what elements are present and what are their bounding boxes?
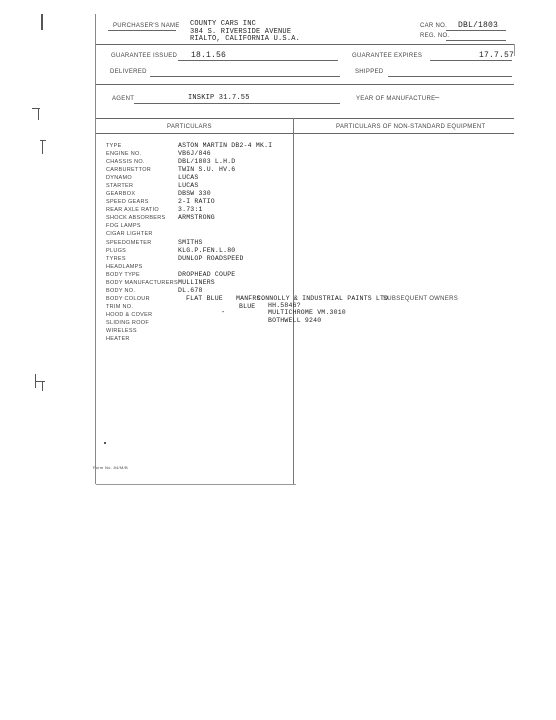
row-label-body-type: BODY TYPE [106, 272, 140, 278]
bottom-rule [96, 484, 296, 485]
form-number: Form No. 84/M/B [93, 465, 128, 470]
row-label-sliding-roof: SLIDING ROOF [106, 320, 150, 326]
row-value-body-type: DROPHEAD COUPE [178, 271, 236, 278]
row-label-starter: STARTER [106, 183, 134, 189]
row-label-type: TYPE [106, 143, 122, 149]
row-label-rear-axle-ratio: REAR AXLE RATIO [106, 207, 159, 213]
row-label-body-manufacturers: BODY MANUFACTURERS [106, 280, 178, 286]
scan-mark [35, 381, 45, 382]
car-no-value: DBL/1803 [458, 21, 499, 30]
row-value-speed-gears: 2-I RATIO [178, 198, 215, 205]
reg-no-underline [446, 40, 506, 41]
scan-mark [38, 108, 39, 120]
particulars-heading: PARTICULARS [167, 124, 212, 130]
delivered-underline [150, 76, 340, 77]
shipped-underline [388, 76, 512, 77]
row-label-speed-gears: SPEED GEARS [106, 199, 149, 205]
car-no-label: CAR NO. [420, 23, 448, 29]
row-value-body-manufacturers: MULLINERS [178, 279, 215, 286]
supplier-line-4: BOTHWELL 9240 [268, 317, 322, 324]
row-label-wireless: WIRELESS [106, 328, 137, 334]
supplier-line-2: HH.5846? [268, 302, 301, 309]
row-value-rear-axle-ratio: 3.73:1 [178, 206, 203, 213]
row-value-shock-absorbers: ARMSTRONG [178, 214, 215, 221]
row-value-tyres: DUNLOP ROADSPEED [178, 255, 244, 262]
purchaser-line-2: 384 S. RIVERSIDE AVENUE [190, 28, 292, 36]
guarantee-expires-label: GUARANTEE EXPIRES [352, 53, 423, 59]
reg-no-label: REG. NO. [420, 33, 450, 39]
scan-mark [40, 140, 46, 141]
row-value-plugs: KLG.P.FEN.L.80 [178, 247, 236, 254]
header-rule-3 [96, 118, 514, 119]
row-label-speedometer: SPEEDOMETER [106, 240, 152, 246]
guarantee-issued-value: 18.1.56 [191, 51, 227, 60]
row-label-fog-lamps: FOG LAMPS [106, 223, 141, 229]
supplier-line-1: CONNOLLY & INDUSTRIAL PAINTS LTD [257, 295, 389, 302]
delivered-label: DELIVERED [110, 69, 147, 75]
row-value-type: ASTON MARTIN DB2-4 MK.I [178, 142, 273, 149]
row-label-tyres: TYRES [106, 256, 126, 262]
row-label-body-colour: BODY COLOUR [106, 296, 150, 302]
scan-mark [514, 44, 515, 56]
supplier-line-3: MULTICHROME VM.3010 [268, 309, 346, 316]
agent-value: INSKIP 31.7.55 [188, 94, 250, 102]
purchaser-underline [108, 30, 176, 31]
scan-mark [104, 442, 106, 444]
agent-label: AGENT [112, 96, 135, 102]
row-label-engine-no: ENGINE NO. [106, 151, 142, 157]
guarantee-issued-underline [178, 60, 338, 61]
row-label-headlamps: HEADLAMPS [106, 264, 143, 270]
row-value-engine-no: VB6J/846 [178, 150, 211, 157]
row-label-carburettor: CARBURETTOR [106, 167, 152, 173]
guarantee-issued-label: GUARANTEE ISSUED [111, 53, 178, 59]
row-value-dynamo: LUCAS [178, 174, 199, 181]
purchaser-label: PURCHASER'S NAME [113, 23, 180, 29]
colour-note: MANFRS. [236, 295, 265, 302]
car-no-underline [446, 30, 506, 31]
scan-mark [42, 140, 43, 154]
guarantee-expires-value: 17.7.57 [479, 51, 515, 60]
header-rule-1 [96, 44, 514, 45]
row-value-body-no: DL.678 [178, 287, 203, 294]
scan-mark [42, 381, 43, 391]
row-label-heater: HEATER [106, 336, 130, 342]
row-label-trim-no: TRIM NO. [106, 304, 134, 310]
trim-dash: - [221, 309, 226, 317]
subsequent-owners-label: SUBSEQUENT OWNERS [383, 296, 458, 302]
header-rule-2 [96, 84, 514, 85]
row-label-plugs: PLUGS [106, 248, 127, 254]
non-standard-heading: PARTICULARS OF NON-STANDARD EQUIPMENT [336, 124, 486, 130]
agent-underline [134, 103, 340, 104]
shipped-label: SHIPPED [355, 69, 384, 75]
row-label-gearbox: GEARBOX [106, 191, 136, 197]
purchaser-line-1: COUNTY CARS INC [190, 20, 257, 28]
row-value-speedometer: SMITHS [178, 239, 203, 246]
column-heading-rule [96, 133, 514, 134]
row-value-carburettor: TWIN S.U. HV.6 [178, 166, 236, 173]
row-value-body-colour: FLAT BLUE [186, 295, 223, 302]
row-label-body-no: BODY NO. [106, 288, 136, 294]
scan-mark [41, 14, 43, 30]
row-label-shock-absorbers: SHOCK ABSORBERS [106, 215, 166, 221]
guarantee-expires-underline [430, 60, 512, 61]
row-value-chassis-no: DBL/1803 L.H.D [178, 158, 236, 165]
row-label-cigar-lighter: CIGAR LIGHTER [106, 231, 153, 237]
row-label-dynamo: DYNAMO [106, 175, 132, 181]
row-label-chassis-no: CHASSIS NO. [106, 159, 145, 165]
left-border [95, 14, 96, 484]
row-value-starter: LUCAS [178, 182, 199, 189]
trim-note: BLUE [239, 303, 256, 310]
row-label-hood-cover: HOOD & COVER [106, 312, 153, 318]
year-label: YEAR OF MANUFACTURE [356, 96, 436, 102]
purchaser-line-3: RIALTO, CALIFORNIA U.S.A. [190, 35, 301, 43]
row-value-gearbox: DBSW 330 [178, 190, 211, 197]
year-value: — [435, 94, 440, 102]
